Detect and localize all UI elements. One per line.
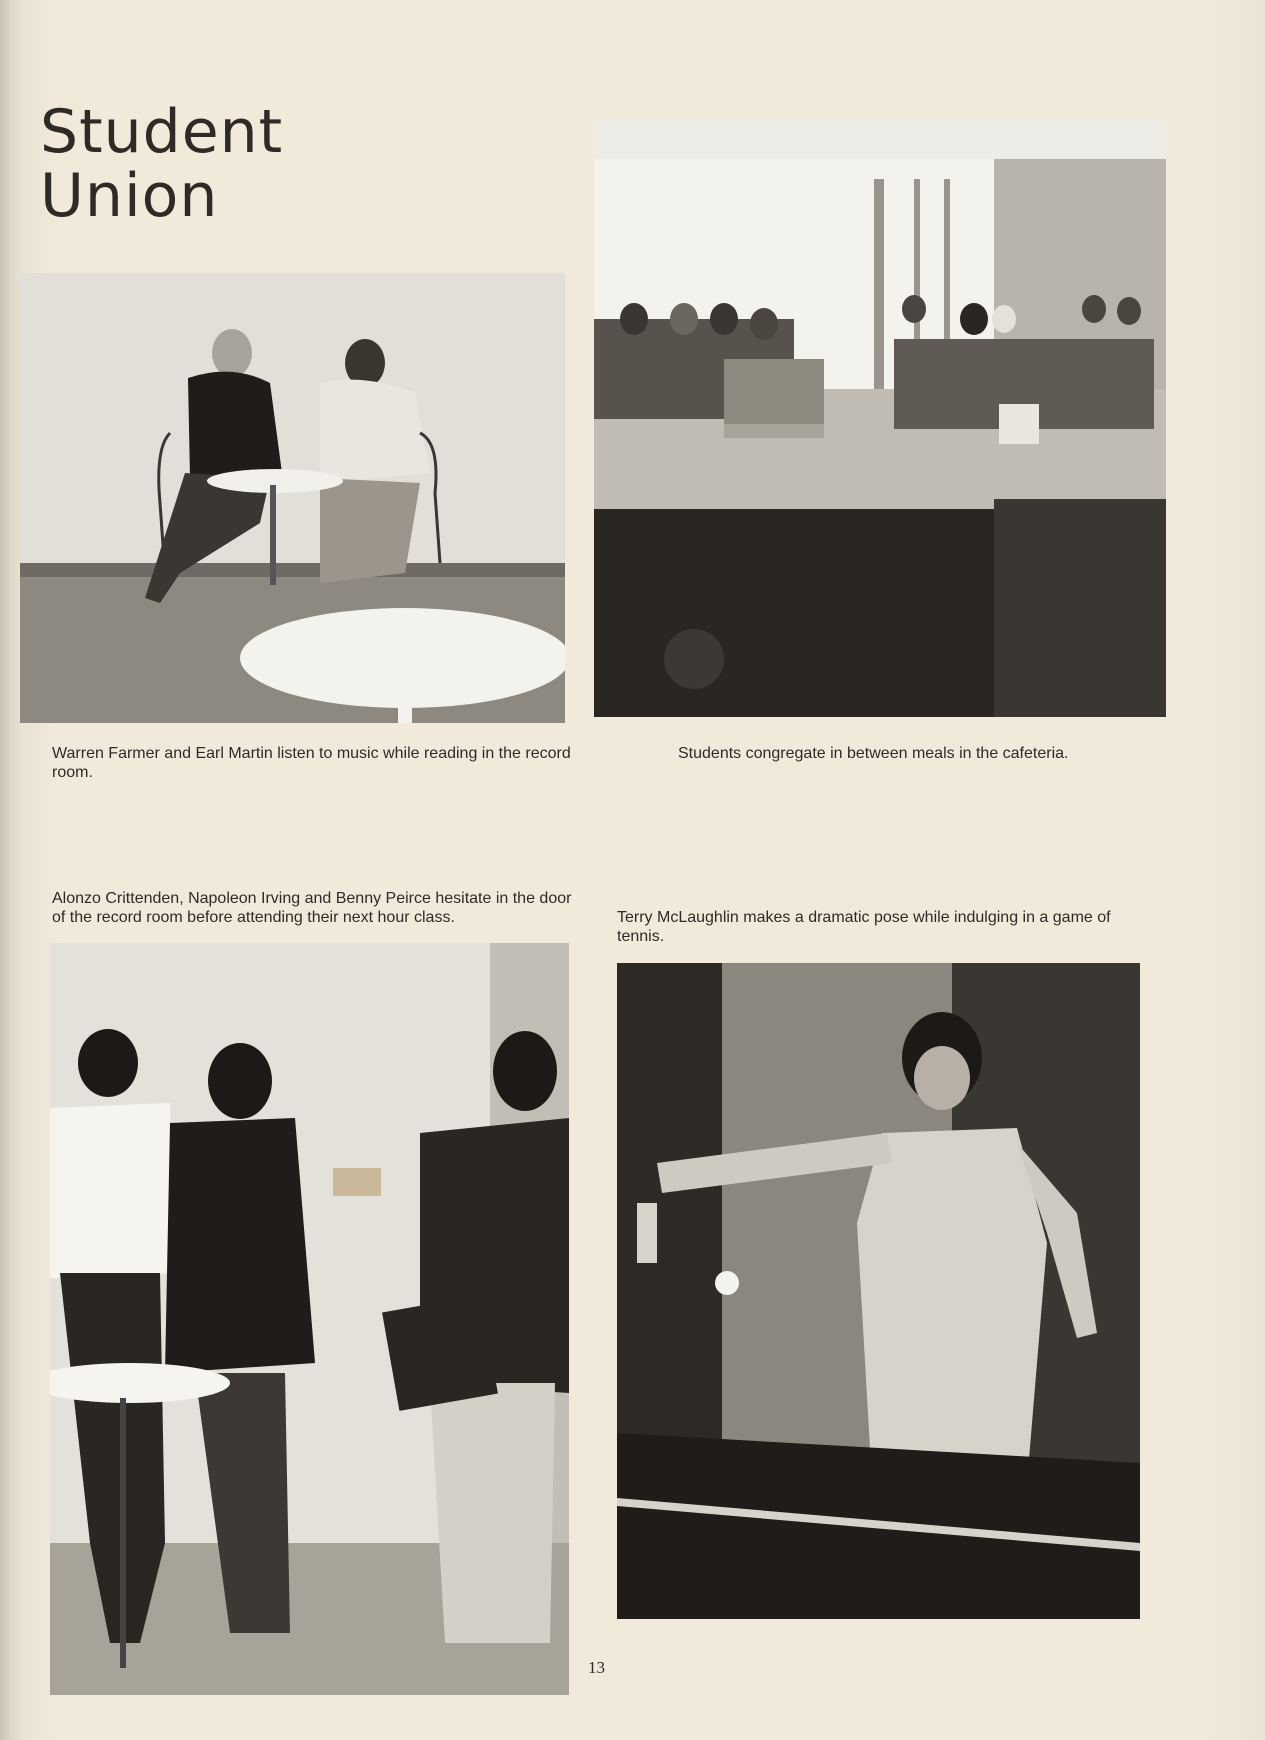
- caption-record-room: Warren Farmer and Earl Martin listen to music while reading in the record room.: [52, 745, 571, 781]
- photo-table-tennis: [617, 963, 1140, 1619]
- photo-record-room: [20, 273, 565, 723]
- page-title: [40, 97, 284, 231]
- title-line-2: Union: [40, 161, 219, 231]
- caption-doorway: Alonzo Crittenden, Napoleon Irving and Benny Peirce hesitate in the door of the record room before attending their next hour class.: [52, 890, 572, 926]
- photo-cafeteria: [594, 119, 1166, 717]
- caption-tennis: Terry McLaughlin makes a dramatic pose while indulging in a game of tennis.: [617, 909, 1111, 945]
- caption-cafeteria: Students congregate in between meals in the cafeteria.: [678, 745, 1069, 762]
- title-line-1: Student: [40, 97, 284, 167]
- photo-doorway: [50, 943, 569, 1695]
- page-number: 13: [588, 1658, 605, 1677]
